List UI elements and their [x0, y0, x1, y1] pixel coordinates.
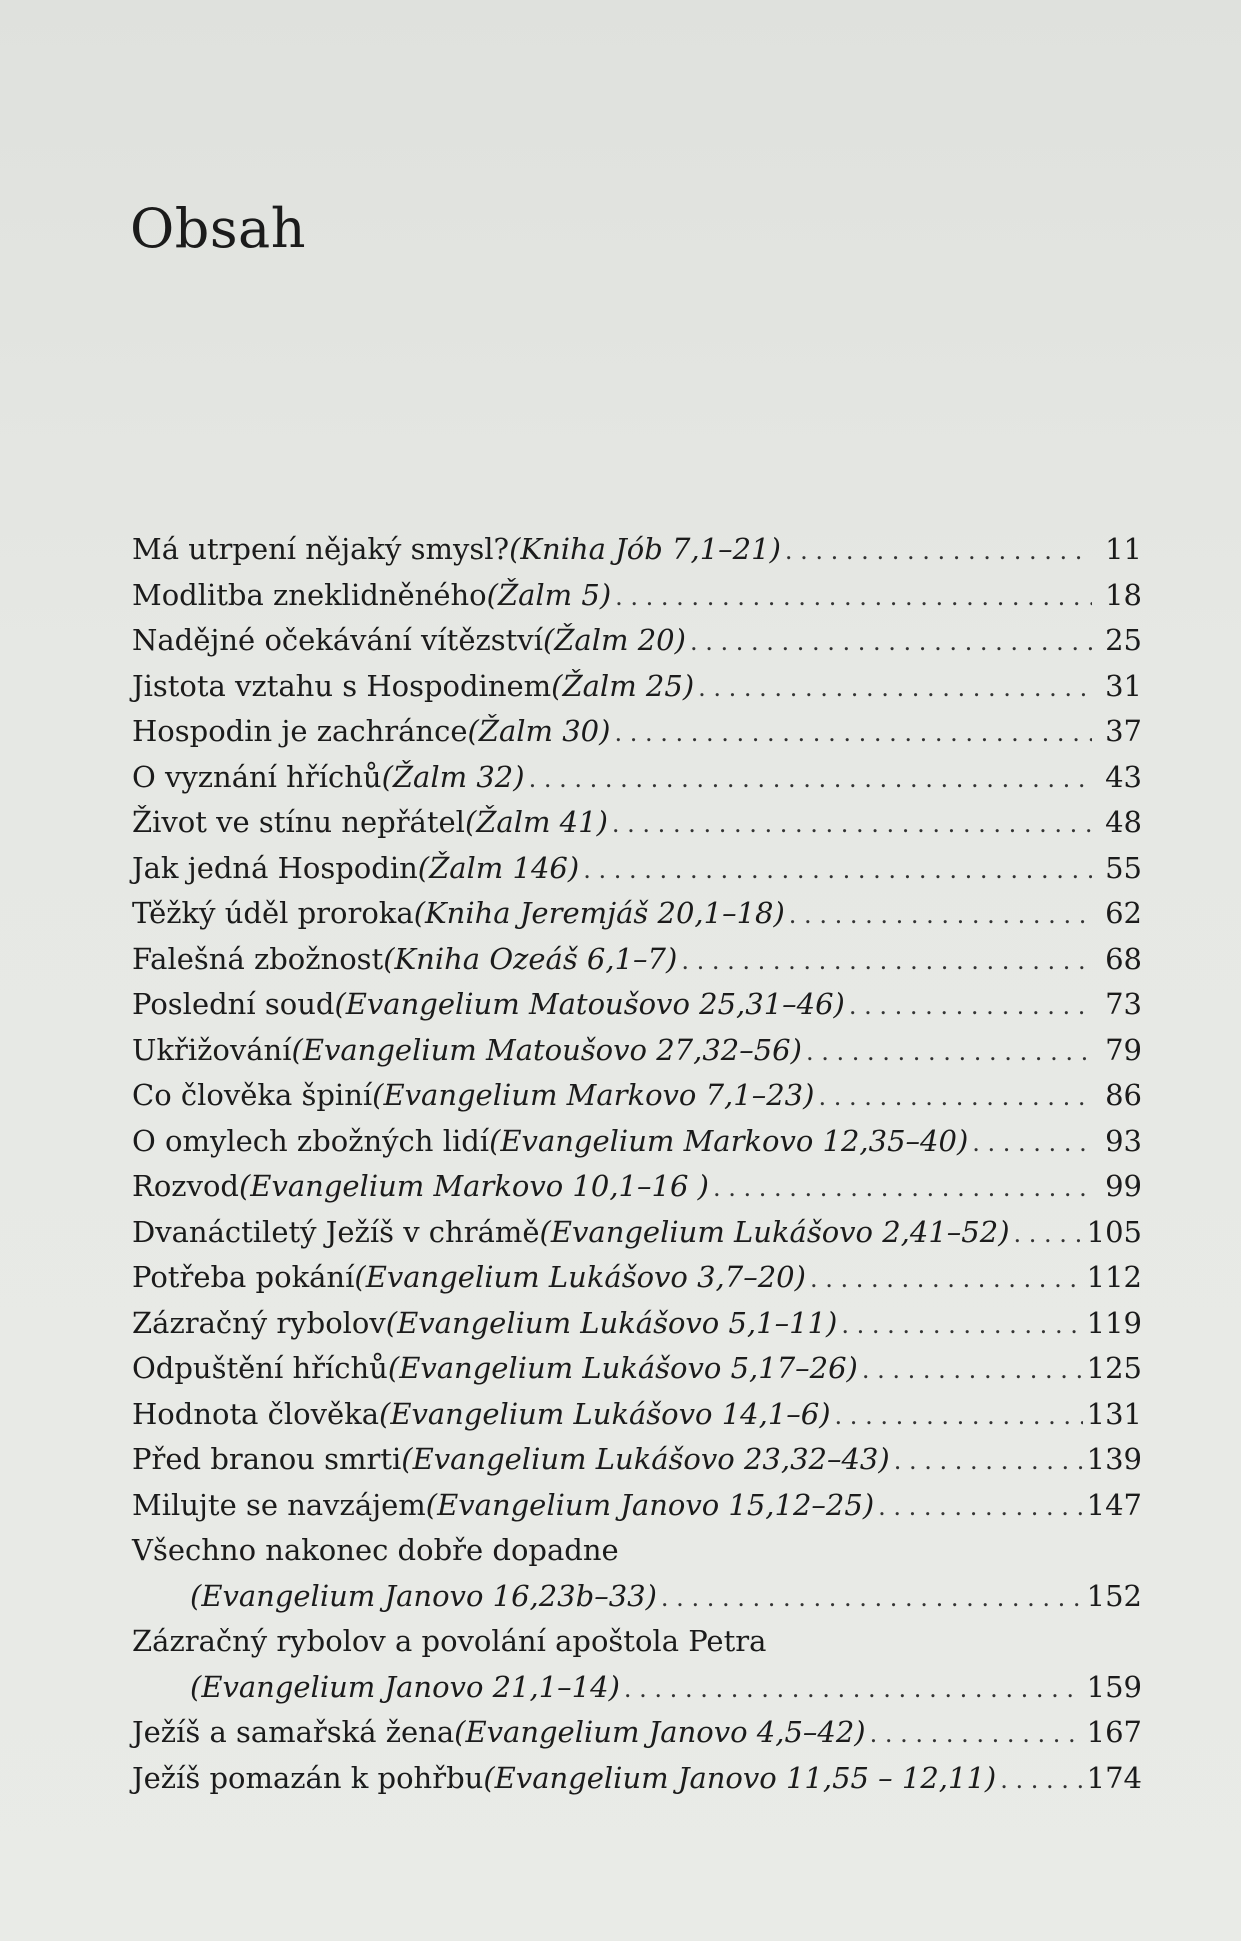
toc-entry: [132, 1392, 1142, 1438]
toc-entry-title: Hospodin je zachránce: [132, 714, 468, 748]
toc-entry-page-number: 79: [1105, 1032, 1142, 1067]
toc-entry-reference: (Evangelium Matoušovo 25,31–46): [334, 987, 845, 1021]
toc-entry-title: Jak jedná Hospodin: [132, 850, 418, 885]
toc-entry-title: Potřeba pokání: [132, 1260, 355, 1294]
toc-entry: [132, 1483, 1142, 1529]
dot-leader: [698, 666, 1092, 712]
toc-entry: [132, 573, 1142, 619]
toc-entry-page-number: 37: [1105, 714, 1142, 748]
toc-entry-page-number: 119: [1086, 1305, 1142, 1340]
toc-entry: [132, 1528, 1142, 1574]
toc-entry-title: Dvanáctiletý Ježíš v chrámě: [132, 1214, 540, 1249]
toc-entry: [132, 982, 1142, 1028]
dot-leader: [870, 1712, 1083, 1758]
toc-entry: [132, 937, 1142, 983]
toc-entry-page-number: 48: [1105, 805, 1142, 839]
toc-entry-title: Ježíš pomazán k pohřbu: [132, 1760, 484, 1795]
dot-leader: [1014, 1212, 1083, 1258]
toc-entry-title: Ježíš a samařská žena: [132, 1715, 455, 1749]
toc-entry-continuation: [132, 1574, 1142, 1620]
toc-entry: [132, 709, 1142, 755]
toc-entry: [132, 1119, 1142, 1165]
toc-entry-reference: (Žalm 146): [417, 850, 580, 885]
toc-entry-reference: (Evangelium Lukášovo 14,1–6): [379, 1396, 831, 1431]
dot-leader: [810, 1257, 1083, 1303]
toc-entry-reference: (Žalm 30): [467, 714, 611, 748]
toc-entry: [132, 1437, 1142, 1483]
toc-entry-reference: (Evangelium Lukášovo 3,7–20): [354, 1260, 806, 1294]
toc-entry-page-number: 159: [1086, 1669, 1142, 1704]
toc-entry-reference: (Kniha Ozeáš 6,1–7): [383, 941, 678, 976]
dot-leader: [624, 1667, 1083, 1713]
toc-entry-continuation: [132, 1665, 1142, 1711]
toc-entry-reference: (Žalm 5): [486, 577, 612, 612]
toc-entry-reference: (Kniha Jeremjáš 20,1–18): [413, 896, 785, 930]
toc-entry: [132, 1028, 1142, 1074]
dot-leader: [862, 1348, 1083, 1394]
dot-leader: [1000, 1758, 1082, 1804]
toc-entry-page-number: 68: [1105, 941, 1142, 976]
toc-entry: [132, 891, 1142, 937]
toc-entry-page-number: 152: [1086, 1578, 1142, 1613]
toc-entry-title: Poslední soud: [132, 987, 335, 1021]
toc-entry: [132, 1255, 1142, 1301]
toc-entry-page-number: 99: [1105, 1169, 1142, 1203]
toc-entry: [132, 618, 1142, 664]
toc-entry-title: Rozvod: [132, 1169, 239, 1203]
toc-entry-page-number: 167: [1086, 1715, 1142, 1749]
toc-entry-title: Nadějné očekávání vítězství: [132, 623, 543, 657]
toc-entry-page-number: 93: [1105, 1123, 1142, 1158]
toc-entry: [132, 664, 1142, 710]
toc-entry-page-number: 73: [1105, 987, 1142, 1021]
toc-entry-page-number: 86: [1105, 1078, 1142, 1112]
toc-entry-reference: (Evangelium Janovo 16,23b–33): [190, 1578, 657, 1613]
toc-entry-reference: (Evangelium Lukášovo 5,1–11): [385, 1305, 838, 1340]
dot-leader: [661, 1576, 1083, 1622]
toc-entry: [132, 1210, 1142, 1256]
toc-entry-title: Život ve stínu nepřátel: [132, 805, 465, 839]
dot-leader: [529, 757, 1092, 803]
toc-entry-reference: (Evangelium Janovo 15,12–25): [425, 1487, 875, 1522]
toc-entry-page-number: 31: [1105, 668, 1142, 703]
toc-entry-title: Má utrpení nějaký smysl?: [132, 532, 510, 566]
toc-entry-page-number: 147: [1086, 1487, 1142, 1522]
dot-leader: [583, 848, 1092, 894]
toc-entry-title: O omylech zbožných lidí: [132, 1123, 490, 1158]
toc-entry-page-number: 43: [1105, 759, 1142, 794]
toc-entry-reference: (Evangelium Janovo 11,55 – 12,11): [483, 1760, 997, 1795]
dot-leader: [612, 802, 1092, 848]
toc-entry-page-number: 174: [1086, 1760, 1142, 1795]
dot-leader: [614, 711, 1092, 757]
dot-leader: [681, 939, 1092, 985]
dot-leader: [849, 984, 1092, 1030]
toc-entry-reference: (Kniha Jób 7,1–21): [509, 532, 781, 566]
toc-entry-reference: (Evangelium Janovo 21,1–14): [190, 1669, 620, 1704]
dot-leader: [972, 1121, 1092, 1167]
dot-leader: [806, 1030, 1092, 1076]
dot-leader: [615, 575, 1092, 621]
toc-entry-title: Odpuštění hříchů: [132, 1351, 388, 1385]
toc-entry-title: Těžký úděl proroka: [132, 896, 414, 930]
toc-entry-title: Co člověka špiní: [132, 1078, 373, 1112]
toc-entry-title: Ukřižování: [132, 1032, 292, 1067]
toc-entry-reference: (Evangelium Markovo 10,1–16 ): [238, 1169, 709, 1203]
toc-entry: [132, 1710, 1142, 1756]
toc-entry-reference: (Žalm 32): [381, 759, 525, 794]
toc-entry-page-number: 55: [1105, 850, 1142, 885]
toc-entry-reference: (Evangelium Matoušovo 27,32–56): [291, 1032, 802, 1067]
toc-entry: [132, 527, 1142, 573]
toc-entry: [132, 1073, 1142, 1119]
toc-entry-page-number: 112: [1086, 1260, 1142, 1294]
toc-entry-title: Zázračný rybolov a povolání apoštola Petra: [132, 1624, 767, 1658]
toc-entry: [132, 1164, 1142, 1210]
toc-entry: [132, 1301, 1142, 1347]
toc-entry-title: Jistota vztahu s Hospodinem: [132, 668, 552, 703]
toc-entry-reference: (Evangelium Lukášovo 2,41–52): [539, 1214, 1010, 1249]
toc-entry-page-number: 105: [1086, 1214, 1142, 1249]
table-of-contents: [132, 527, 1142, 1801]
toc-entry: [132, 1756, 1142, 1802]
toc-entry-reference: (Žalm 25): [551, 668, 695, 703]
toc-entry-page-number: 125: [1086, 1351, 1142, 1385]
toc-entry-reference: (Evangelium Lukášovo 23,32–43): [401, 1442, 890, 1476]
toc-entry-title: Modlitba zneklidněného: [132, 577, 487, 612]
toc-entry-page-number: 25: [1105, 623, 1142, 657]
toc-entry-title: Před branou smrti: [132, 1442, 402, 1476]
toc-entry: [132, 1346, 1142, 1392]
dot-leader: [894, 1439, 1083, 1485]
dot-leader: [690, 620, 1092, 666]
toc-entry-page-number: 62: [1105, 896, 1142, 930]
toc-entry-reference: (Evangelium Markovo 7,1–23): [372, 1078, 815, 1112]
toc-entry-title: O vyznání hříchů: [132, 759, 382, 794]
toc-entry-reference: (Žalm 41): [464, 805, 608, 839]
toc-entry-reference: (Žalm 20): [542, 623, 686, 657]
dot-leader: [841, 1303, 1082, 1349]
toc-entry-page-number: 18: [1105, 577, 1142, 612]
toc-entry-title: Zázračný rybolov: [132, 1305, 386, 1340]
toc-entry-page-number: 131: [1086, 1396, 1142, 1431]
dot-leader: [713, 1166, 1092, 1212]
toc-entry-reference: (Evangelium Janovo 4,5–42): [454, 1715, 866, 1749]
toc-entry: [132, 1619, 1142, 1665]
toc-entry-page-number: 139: [1086, 1442, 1142, 1476]
dot-leader: [785, 529, 1092, 575]
toc-entry: [132, 800, 1142, 846]
toc-entry-reference: (Evangelium Lukášovo 5,17–26): [387, 1351, 858, 1385]
toc-entry: [132, 846, 1142, 892]
dot-leader: [878, 1485, 1083, 1531]
toc-entry: [132, 755, 1142, 801]
page-title: Obsah: [130, 197, 307, 261]
toc-entry-title: Všechno nakonec dobře dopadne: [132, 1533, 619, 1567]
dot-leader: [789, 893, 1092, 939]
toc-entry-page-number: 11: [1105, 532, 1142, 566]
dot-leader: [835, 1394, 1083, 1440]
toc-entry-title: Falešná zbožnost: [132, 941, 384, 976]
toc-entry-title: Milujte se navzájem: [132, 1487, 426, 1522]
toc-entry-title: Hodnota člověka: [132, 1396, 379, 1431]
dot-leader: [818, 1075, 1092, 1121]
toc-entry-reference: (Evangelium Markovo 12,35–40): [489, 1123, 969, 1158]
